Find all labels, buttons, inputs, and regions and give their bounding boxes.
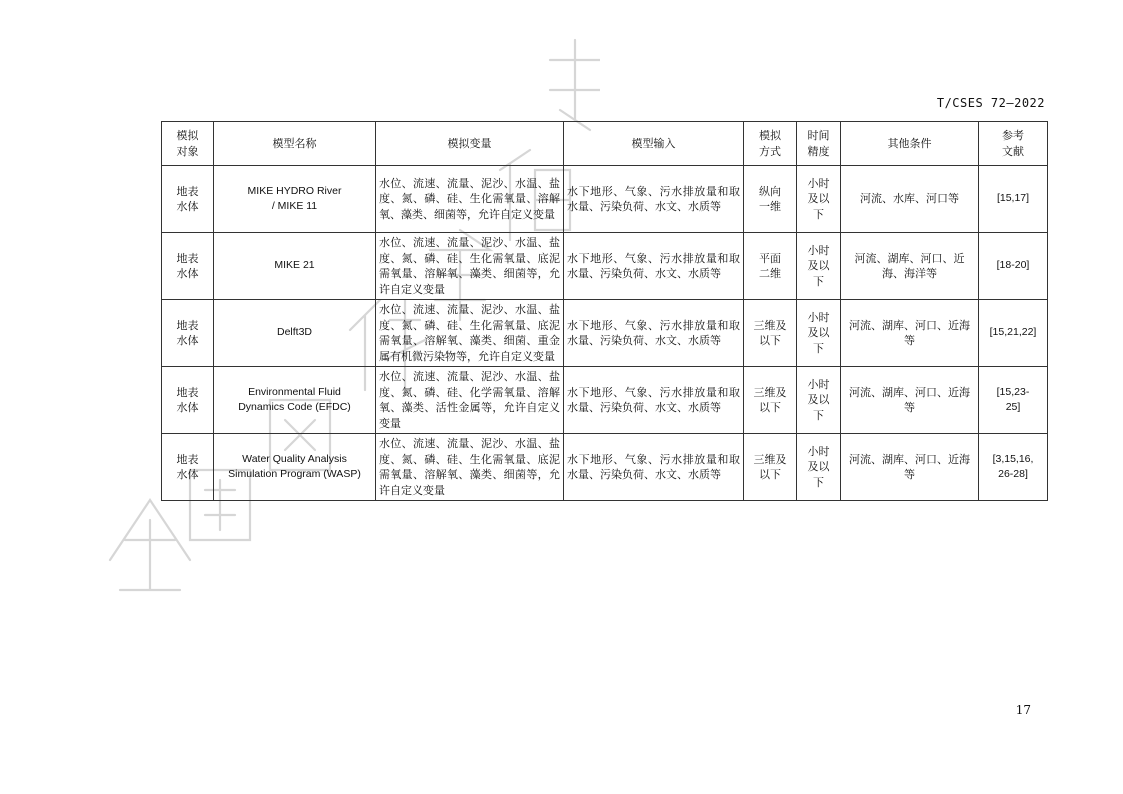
object-cell: 地表 水体	[162, 434, 214, 501]
table-body	[162, 166, 1048, 501]
variables-cell: 水位、流速、流量、泥沙、水温、盐度、氮、磷、硅、生化需氧量、底泥需氧量、溶解氧、藻类、细菌等，允许自定义变量	[376, 434, 564, 501]
column-header: 模拟变量	[376, 122, 564, 166]
inputs-cell: 水下地形、气象、污水排放量和取水量、污染负荷、水文、水质等	[564, 434, 744, 501]
time-precision-cell: 小时 及以 下	[797, 367, 841, 434]
column-header: 模型输入	[564, 122, 744, 166]
object-cell: 地表 水体	[162, 166, 214, 233]
column-header: 模拟 方式	[744, 122, 797, 166]
time-precision-cell: 小时 及以 下	[797, 434, 841, 501]
inputs-cell: 水下地形、气象、污水排放量和取水量、污染负荷、水文、水质等	[564, 233, 744, 300]
mode-cell: 三维及 以下	[744, 367, 797, 434]
table-row	[162, 166, 1048, 233]
mode-cell: 三维及 以下	[744, 300, 797, 367]
time-precision-cell: 小时 及以 下	[797, 300, 841, 367]
column-header: 其他条件	[841, 122, 979, 166]
table-row	[162, 233, 1048, 300]
variables-cell: 水位、流速、流量、泥沙、水温、盐度、氮、磷、硅、生化需氧量、底泥需氧量、溶解氧、藻类、细菌等，允许自定义变量	[376, 233, 564, 300]
other-conditions-cell: 河流、水库、河口等	[841, 166, 979, 233]
inputs-cell: 水下地形、气象、污水排放量和取水量、污染负荷、水文、水质等	[564, 300, 744, 367]
variables-cell: 水位、流速、流量、泥沙、水温、盐度、氮、磷、硅、生化需氧量、溶解氧、藻类、细菌等，允许自定义变量	[376, 166, 564, 233]
table-header-row	[162, 122, 1048, 166]
column-header: 时间 精度	[797, 122, 841, 166]
mode-cell: 平面 二维	[744, 233, 797, 300]
document-code: T/CSES 72—2022	[936, 96, 1045, 110]
mode-cell: 三维及 以下	[744, 434, 797, 501]
references-cell: [15,23- 25]	[979, 367, 1048, 434]
column-header: 模拟 对象	[162, 122, 214, 166]
references-cell: [3,15,16, 26-28]	[979, 434, 1048, 501]
inputs-cell: 水下地形、气象、污水排放量和取水量、污染负荷、水文、水质等	[564, 367, 744, 434]
references-cell: [18-20]	[979, 233, 1048, 300]
other-conditions-cell: 河流、湖库、河口、近海等	[841, 300, 979, 367]
model-name-cell: MIKE HYDRO River / MIKE 11	[214, 166, 376, 233]
object-cell: 地表 水体	[162, 300, 214, 367]
object-cell: 地表 水体	[162, 367, 214, 434]
table-row	[162, 434, 1048, 501]
references-cell: [15,17]	[979, 166, 1048, 233]
object-cell: 地表 水体	[162, 233, 214, 300]
other-conditions-cell: 河流、湖库、河口、近海、海洋等	[841, 233, 979, 300]
time-precision-cell: 小时 及以 下	[797, 233, 841, 300]
column-header: 参考 文献	[979, 122, 1048, 166]
mode-cell: 纵向 一维	[744, 166, 797, 233]
variables-cell: 水位、流速、流量、泥沙、水温、盐度、氮、磷、硅、化学需氧量、溶解氧、藻类、活性金属等，允许自定义变量	[376, 367, 564, 434]
references-cell: [15,21,22]	[979, 300, 1048, 367]
model-name-cell: Delft3D	[214, 300, 376, 367]
model-name-cell: MIKE 21	[214, 233, 376, 300]
variables-cell: 水位、流速、流量、泥沙、水温、盐度、氮、磷、硅、生化需氧量、底泥需氧量、溶解氧、藻类、细菌、重金属有机微污染物等，允许自定义变量	[376, 300, 564, 367]
other-conditions-cell: 河流、湖库、河口、近海等	[841, 367, 979, 434]
table-row	[162, 300, 1048, 367]
model-table	[161, 121, 1048, 501]
column-header: 模型名称	[214, 122, 376, 166]
other-conditions-cell: 河流、湖库、河口、近海等	[841, 434, 979, 501]
table-row	[162, 367, 1048, 434]
inputs-cell: 水下地形、气象、污水排放量和取水量、污染负荷、水文、水质等	[564, 166, 744, 233]
model-name-cell: Environmental Fluid Dynamics Code (EFDC)	[214, 367, 376, 434]
time-precision-cell: 小时 及以 下	[797, 166, 841, 233]
page-number: 17	[1015, 703, 1031, 717]
model-name-cell: Water Quality Analysis Simulation Program (WASP)	[214, 434, 376, 501]
